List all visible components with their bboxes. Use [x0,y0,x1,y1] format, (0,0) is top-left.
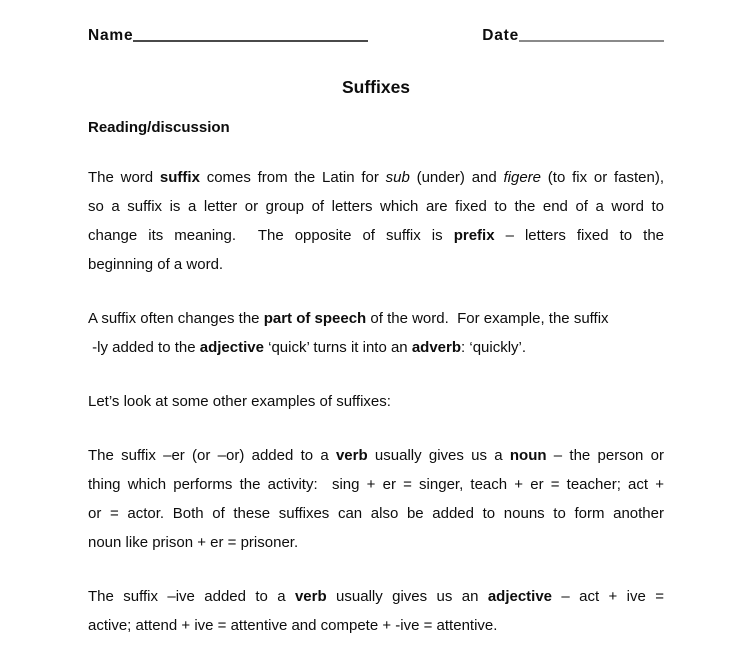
paragraph-examples-intro [88,387,664,416]
text-line [88,611,664,640]
text-segment: so a suffix is a letter or group of letters which are fixed to the end of a word to [88,198,664,215]
text-segment: (under) and [409,169,504,186]
text-segment: of the word. For example, the suffix [366,310,609,327]
text-segment: suffix [159,169,200,186]
text-segment: verb [335,447,368,464]
text-segment: The suffix –er (or –or) added to a [88,447,336,464]
section-heading: Reading/discussion [88,119,230,136]
name-blank-line [133,40,368,42]
text-segment: – act + ive = [552,588,664,605]
text-segment: change its meaning. The opposite of suffix is [88,227,454,244]
text-segment: active; attend + ive = attentive and compete + -ive = attentive. [88,617,498,634]
date-blank-line [519,40,664,42]
text-segment: thing which performs the activity: sing + er = singer, teach + er = teacher; act + [88,476,664,493]
text-line [88,441,664,470]
text-segment: or = actor. Both of these suffixes can also be added to nouns to form another [88,505,664,522]
paragraph-suffix-ive [88,582,664,640]
text-line [88,163,664,192]
text-segment: usually gives us an [326,588,488,605]
text-segment: (to fix or fasten), [541,169,664,186]
text-segment: -ly added to the [88,339,200,356]
text-segment: – letters fixed to the [494,227,665,244]
name-label: Name [88,27,134,44]
text-segment: A suffix often changes the [88,310,264,327]
text-line [88,333,664,362]
text-segment: The suffix –ive added to a [88,588,295,605]
paragraph-suffix-er-or [88,441,664,557]
text-line [88,387,664,416]
text-segment: prefix [453,227,495,244]
text-segment: part of speech [263,310,367,327]
text-segment: comes from the Latin for [199,169,386,186]
paragraph-intro [88,163,664,279]
text-segment: : ‘quickly’. [461,339,527,356]
date-field [482,26,664,46]
header-row [88,26,664,46]
text-segment: adjective [199,339,264,356]
text-line [88,221,664,250]
text-segment: noun like prison + er = prisoner. [88,534,299,551]
text-line [88,250,664,279]
text-segment: noun [509,447,547,464]
text-segment: verb [294,588,327,605]
text-line [88,304,664,333]
text-line [88,499,664,528]
text-line [88,528,664,557]
text-line [88,582,664,611]
text-segment: usually gives us a [367,447,510,464]
date-label: Date [482,27,519,44]
paragraph-part-of-speech [88,304,664,362]
text-segment: The word [88,169,160,186]
text-segment: sub [385,169,410,186]
text-segment: figere [503,169,542,186]
text-line [88,470,664,499]
page-title: Suffixes [341,77,411,97]
text-segment: Let’s look at some other examples of suffixes: [88,393,391,410]
text-line [88,192,664,221]
text-segment: ‘quick’ turns it into an [263,339,412,356]
name-field [88,26,368,46]
text-segment: adverb [411,339,462,356]
text-segment: adjective [487,588,553,605]
text-segment: – the person or [546,447,664,464]
text-segment: beginning of a word. [88,256,224,273]
